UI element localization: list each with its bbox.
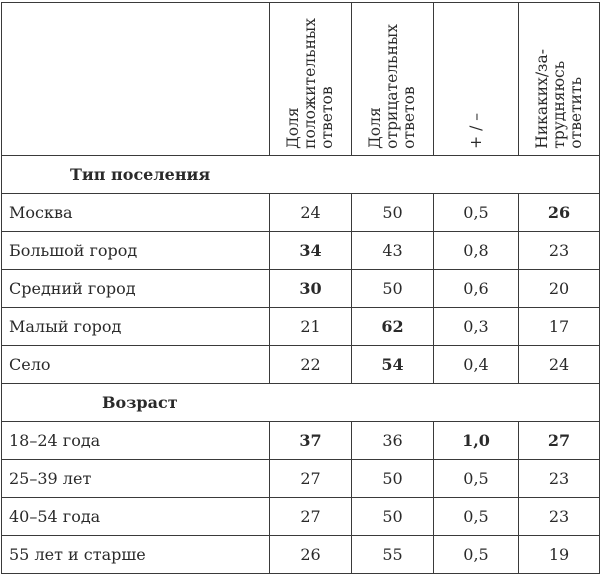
cell-index: 0,8 <box>434 232 519 270</box>
header-undecided <box>519 3 600 156</box>
table-row <box>2 270 600 308</box>
header-positive <box>270 3 352 156</box>
section-title: Возраст <box>102 393 178 412</box>
cell-negative: 50 <box>352 194 434 232</box>
cell-index: 1,0 <box>434 422 519 460</box>
table-row <box>2 308 600 346</box>
header-index-text: + / – <box>466 113 485 149</box>
cell-index: 0,5 <box>434 498 519 536</box>
section-title-cell <box>2 384 600 422</box>
cell-undecided: 19 <box>519 536 600 574</box>
section-title-cell <box>2 156 600 194</box>
cell-positive: 27 <box>270 498 352 536</box>
cell-undecided: 27 <box>519 422 600 460</box>
cell-undecided: 23 <box>519 460 600 498</box>
row-label: Большой город <box>2 232 270 270</box>
header-negative <box>352 3 434 156</box>
cell-negative: 50 <box>352 460 434 498</box>
table-row <box>2 536 600 574</box>
cell-negative: 50 <box>352 498 434 536</box>
cell-undecided: 26 <box>519 194 600 232</box>
cell-index: 0,3 <box>434 308 519 346</box>
table-row <box>2 498 600 536</box>
header-index <box>434 3 519 156</box>
survey-table <box>1 2 600 574</box>
row-label: Село <box>2 346 270 384</box>
section-row-age <box>2 384 600 422</box>
section-row-settlement <box>2 156 600 194</box>
cell-undecided: 20 <box>519 270 600 308</box>
cell-negative: 55 <box>352 536 434 574</box>
table-row <box>2 346 600 384</box>
cell-negative: 62 <box>352 308 434 346</box>
row-label: Москва <box>2 194 270 232</box>
cell-positive: 21 <box>270 308 352 346</box>
cell-undecided: 24 <box>519 346 600 384</box>
header-label-cell <box>2 3 270 156</box>
cell-negative: 43 <box>352 232 434 270</box>
cell-index: 0,4 <box>434 346 519 384</box>
section-title: Тип поселения <box>70 165 211 184</box>
row-label: Средний город <box>2 270 270 308</box>
cell-undecided: 17 <box>519 308 600 346</box>
cell-index: 0,5 <box>434 536 519 574</box>
cell-negative: 50 <box>352 270 434 308</box>
table-row <box>2 422 600 460</box>
row-label: Малый город <box>2 308 270 346</box>
header-row <box>2 3 600 156</box>
cell-positive: 30 <box>270 270 352 308</box>
cell-negative: 54 <box>352 346 434 384</box>
header-negative-text: Доля отрицательных ответов <box>366 24 418 149</box>
table-row <box>2 194 600 232</box>
row-label: 25–39 лет <box>2 460 270 498</box>
cell-index: 0,5 <box>434 460 519 498</box>
row-label: 55 лет и старше <box>2 536 270 574</box>
cell-positive: 37 <box>270 422 352 460</box>
cell-positive: 26 <box>270 536 352 574</box>
header-undecided-text: Никаких/за- трудняюсь ответить <box>532 49 585 149</box>
cell-undecided: 23 <box>519 498 600 536</box>
cell-positive: 34 <box>270 232 352 270</box>
cell-index: 0,6 <box>434 270 519 308</box>
cell-undecided: 23 <box>519 232 600 270</box>
cell-positive: 27 <box>270 460 352 498</box>
cell-positive: 22 <box>270 346 352 384</box>
row-label: 18–24 года <box>2 422 270 460</box>
cell-positive: 24 <box>270 194 352 232</box>
table-row <box>2 460 600 498</box>
table-row <box>2 232 600 270</box>
cell-negative: 36 <box>352 422 434 460</box>
row-label: 40–54 года <box>2 498 270 536</box>
cell-index: 0,5 <box>434 194 519 232</box>
header-positive-text: Доля положительных ответов <box>284 18 336 149</box>
